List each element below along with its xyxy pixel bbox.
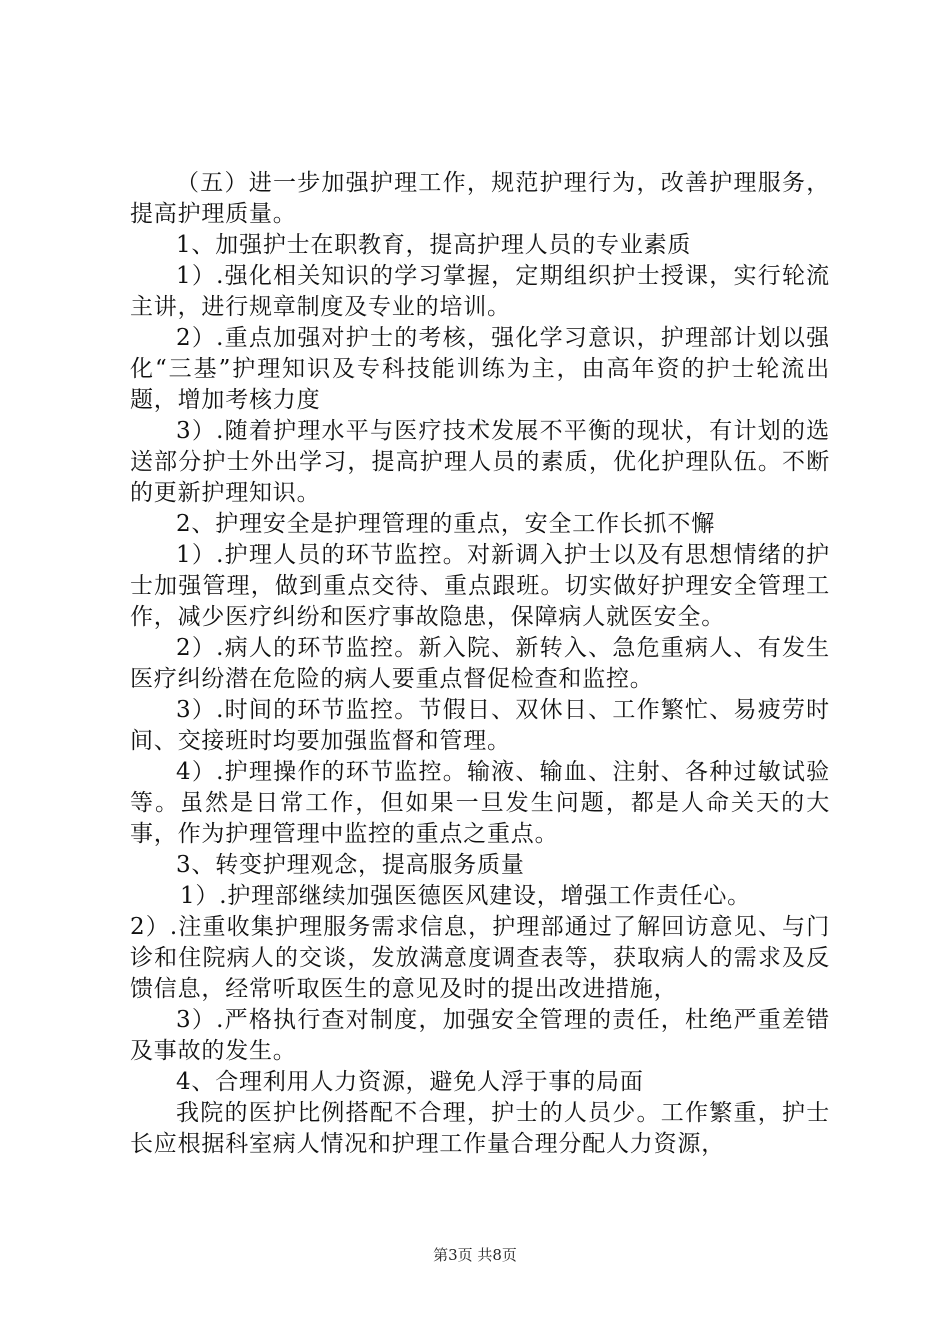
- paragraph-item-2-4: 4）.护理操作的环节监控。输液、输血、注射、各种过敏试验等。虽然是日常工作，但如果一旦发生问题，都是人命关天的大事，作为护理管理中监控的重点之重点。: [130, 759, 830, 847]
- page-number-footer: 第3页 共8页: [433, 1246, 517, 1264]
- paragraph-item-1-3: 3）.随着护理水平与医疗技术发展不平衡的现状，有计划的选送部分护士外出学习，提高护理人员的素质，优化护理队伍。不断的更新护理知识。: [130, 418, 830, 506]
- document-body: [130, 168, 830, 1160]
- paragraph-item-4-heading: 4、合理利用人力资源，避免人浮于事的局面: [176, 1069, 644, 1095]
- paragraph-item-2-3: 3）.时间的环节监控。节假日、双休日、工作繁忙、易疲劳时间、交接班时均要加强监督和管理。: [130, 697, 830, 754]
- paragraph-item-1-2: 2）.重点加强对护士的考核，强化学习意识，护理部计划以强化“三基”护理知识及专科技能训练为主，由高年资的护士轮流出题，增加考核力度: [130, 325, 830, 413]
- paragraph-item-3-3: 3）.严格执行查对制度，加强安全管理的责任，杜绝严重差错及事故的发生。: [130, 1007, 830, 1064]
- paragraph-item-3-1: 1）.护理部继续加强医德医风建设，增强工作责任心。: [180, 883, 751, 909]
- paragraph-item-1-heading: 1、加强护士在职教育，提高护理人员的专业素质: [176, 232, 692, 258]
- paragraph-item-1-1: 1）.强化相关知识的学习掌握，定期组织护士授课，实行轮流主讲，进行规章制度及专业的培训。: [130, 263, 830, 320]
- paragraph-item-4-body: 我院的医护比例搭配不合理，护士的人员少。工作繁重，护士长应根据科室病人情况和护理工作量合理分配人力资源，: [130, 1100, 830, 1157]
- paragraph-item-2-2: 2）.病人的环节监控。新入院、新转入、急危重病人、有发生医疗纠纷潜在危险的病人要重点督促检查和监控。: [130, 635, 830, 692]
- paragraph-section-five-heading: （五）进一步加强护理工作，规范护理行为，改善护理服务，提高护理质量。: [130, 170, 830, 227]
- paragraph-item-2-1: 1）.护理人员的环节监控。对新调入护士以及有思想情绪的护士加强管理，做到重点交待、重点跟班。切实做好护理安全管理工作，减少医疗纠纷和医疗事故隐患，保障病人就医安全。: [130, 542, 830, 630]
- paragraph-item-3-2: 2）.注重收集护理服务需求信息，护理部通过了解回访意见、与门诊和住院病人的交谈，发放满意度调查表等，获取病人的需求及反馈信息，经常听取医生的意见及时的提出改进措施，: [130, 914, 830, 1002]
- paragraph-item-2-heading: 2、护理安全是护理管理的重点，安全工作长抓不懈: [176, 511, 716, 537]
- paragraph-item-3-heading: 3、转变护理观念，提高服务质量: [176, 852, 525, 878]
